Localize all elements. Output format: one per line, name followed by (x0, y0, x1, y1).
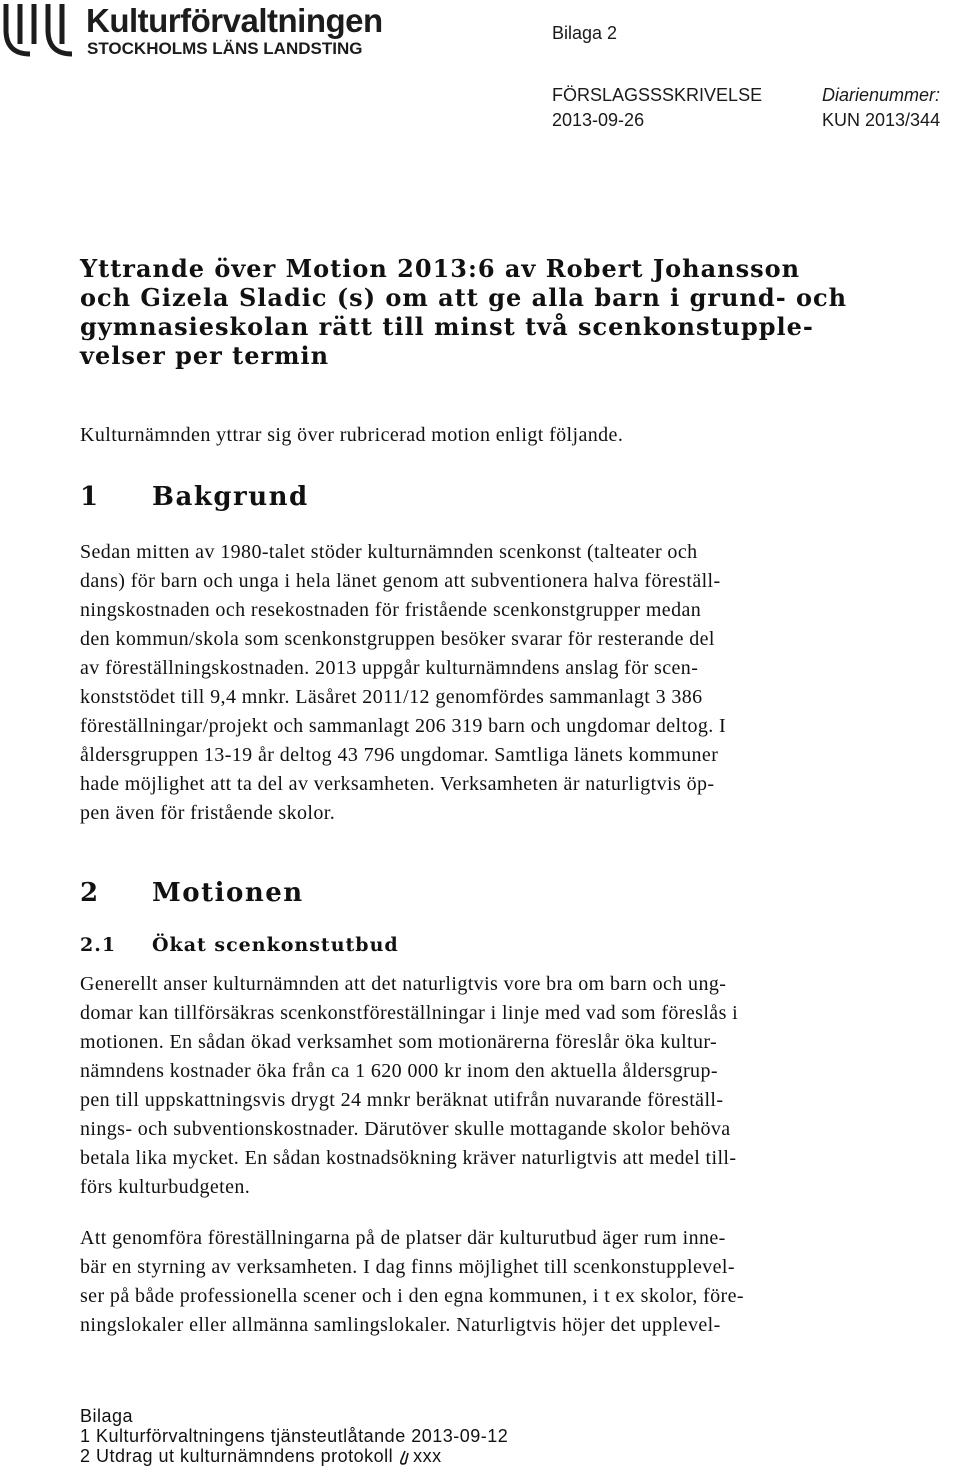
paragraph-line: pen även för fristående skolor. (80, 802, 336, 824)
paragraph-line: betala lika mycket. En sådan kostnadsökning kräver naturligtvis att medel till- (80, 1147, 737, 1169)
paragraph-line: ningslokaler eller allmänna samlingslokaler. Naturligtvis höjer det upplevel- (80, 1314, 721, 1336)
document-title (80, 254, 848, 370)
subsection-heading-2-1 (80, 934, 399, 956)
org-name: Kulturförvaltningen (86, 2, 383, 39)
section-number: 1 (80, 482, 100, 512)
paragraph-line: nings- och subventionskostnader. Därutöver skulle mottagande skolor behöva (80, 1118, 731, 1140)
paragraph-line: den kommun/skola som scenkonstgruppen besöker svarar för resterande del (80, 628, 715, 650)
paragraph-line: åldersgruppen 13-19 år deltog 43 796 ungdomar. Samtliga länets kommuner (80, 744, 719, 766)
org-logo (0, 0, 400, 62)
paragraph-line: pen till uppskattningsvis drygt 24 mnkr beräknat utifrån nuvarande föreställ- (80, 1089, 724, 1111)
paragraph-line: Sedan mitten av 1980-talet stöder kulturnämnden scenkonst (talteater och (80, 541, 698, 563)
document-type: FÖRSLAGSSSKRIVELSE (552, 85, 763, 105)
org-subtitle: STOCKHOLMS LÄNS LANDSTING (87, 39, 363, 58)
paragraph-line: bär en styrning av verksamheten. I dag finns möjlighet till scenkonstupplevel- (80, 1256, 735, 1278)
title-line: velser per termin (80, 341, 330, 370)
paragraph-line: motionen. En sådan ökad verksamhet som motionärerna föreslår öka kultur- (80, 1031, 718, 1053)
paragraph-line: nämndens kostnader öka från ca 1 620 000 kr inom den aktuella åldersgrup- (80, 1060, 718, 1082)
attachment-item: 1 Kulturförvaltningens tjänsteutlåtande 2013-09-12 (80, 1426, 509, 1446)
paragraph-line: ningskostnaden och resekostnaden för fristående scenkonstgrupper medan (80, 599, 702, 621)
paragraph-line: dans) för barn och unga i hela länet genom att subventionera halva föreställ- (80, 570, 721, 592)
subsection-title: Ökat scenkonstutbud (152, 934, 399, 956)
section-title: Bakgrund (152, 482, 309, 512)
attachment-item-suffix: xxx (413, 1446, 442, 1466)
attachments-label: Bilaga (80, 1406, 134, 1426)
attachment-item (80, 1446, 508, 1466)
title-line: och Gizela Sladic (s) om att ge alla barn i grund- och (80, 283, 848, 312)
section-1-paragraph (80, 538, 726, 828)
attachment-label: Bilaga 2 (552, 23, 618, 43)
section-number: 2 (80, 878, 100, 908)
paragraph-line: föreställningar/projekt och sammanlagt 206 319 barn och ungdomar deltog. I (80, 715, 727, 737)
section-title: Motionen (152, 878, 304, 908)
diary-number-label: Diarienummer: (822, 85, 941, 105)
paragraph-line: konststödet till 9,4 mnkr. Läsåret 2011/12 genomfördes sammanlagt 3 386 (80, 686, 703, 708)
paragraph-line: Generellt anser kulturnämnden att det naturligtvis vore bra om barn och ung- (80, 973, 727, 995)
logo-mark-icon (0, 0, 80, 62)
section-heading-2 (80, 878, 304, 908)
title-line: gymnasieskolan rätt till minst två scenkonstupple- (80, 312, 814, 341)
paragraph-line: hade möjlighet att ta del av verksamheten. Verksamheten är naturligtvis öp- (80, 773, 715, 795)
section-2-paragraph-1 (80, 970, 738, 1202)
lead-text: Kulturnämnden yttrar sig över rubricerad motion enligt följande. (80, 424, 624, 446)
attachments-list (80, 1406, 508, 1466)
section-2-paragraph-2 (80, 1224, 744, 1340)
paragraph-line: förs kulturbudgeten. (80, 1176, 251, 1198)
paragraph-line: Att genomföra föreställningarna på de platser där kulturutbud äger rum inne- (80, 1227, 726, 1249)
paragraph-line: av föreställningskostnaden. 2013 uppgår kulturnämndens anslag för scen- (80, 657, 699, 679)
paperclip-icon (397, 1447, 409, 1465)
attachment-item-text: 2 Utdrag ut kulturnämndens protokoll (80, 1446, 394, 1466)
document-date: 2013-09-26 (552, 110, 645, 130)
paragraph-line: ser på både professionella scener och i den egna kommunen, i t ex skolor, före- (80, 1285, 744, 1307)
title-line: Yttrande över Motion 2013:6 av Robert Johansson (80, 254, 801, 283)
paragraph-line: domar kan tillförsäkras scenkonstföreställningar i linje med vad som föreslås i (80, 1002, 739, 1024)
section-heading-1 (80, 482, 309, 512)
subsection-number: 2.1 (80, 934, 117, 956)
diary-number: KUN 2013/344 (822, 110, 941, 130)
